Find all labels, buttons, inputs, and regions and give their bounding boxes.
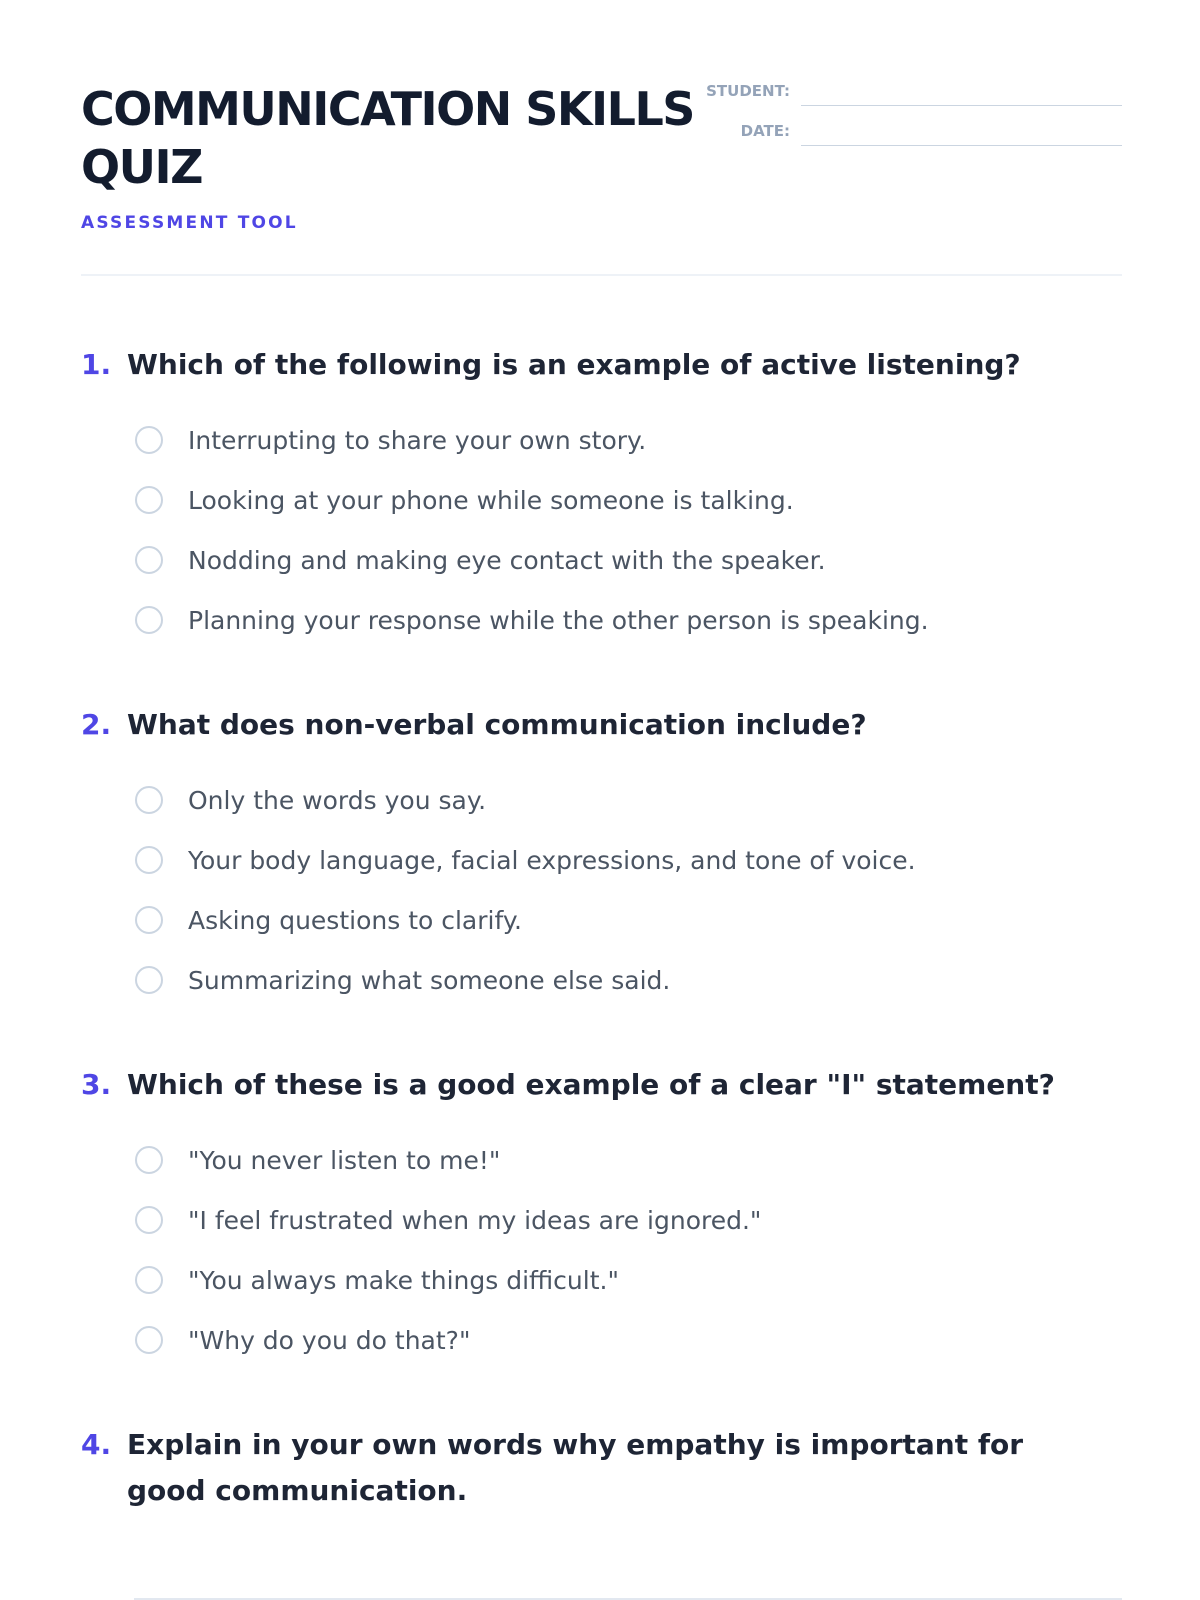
option-item[interactable] (135, 1130, 1141, 1190)
option-item[interactable] (135, 410, 1141, 470)
option-label: Your body language, facial expressions, and tone of voice. (188, 845, 916, 875)
option-label: "I feel frustrated when my ideas are ignored." (188, 1205, 762, 1235)
option-item[interactable] (135, 1190, 1141, 1250)
option-list (81, 410, 1141, 650)
student-field[interactable] (701, 80, 1122, 120)
student-label: STUDENT: (706, 82, 790, 100)
radio-button[interactable] (135, 906, 163, 934)
option-label: Looking at your phone while someone is talking. (188, 485, 794, 515)
radio-button[interactable] (135, 846, 163, 874)
page-subtitle: ASSESSMENT TOOL (81, 213, 298, 233)
radio-button[interactable] (135, 1206, 163, 1234)
radio-button[interactable] (135, 486, 163, 514)
question-number: 3. (81, 1068, 112, 1101)
question-number: 2. (81, 708, 112, 741)
radio-button[interactable] (135, 546, 163, 574)
quiz-header (81, 80, 1122, 233)
option-item[interactable] (135, 1250, 1141, 1310)
question-3 (81, 1068, 1141, 1370)
question-text: Which of these is a good example of a clear "I" statement? (127, 1068, 1055, 1101)
radio-button[interactable] (135, 966, 163, 994)
option-label: Interrupting to share your own story. (188, 425, 647, 455)
radio-button[interactable] (135, 606, 163, 634)
question-number: 1. (81, 348, 112, 381)
option-label: Asking questions to clarify. (188, 905, 523, 935)
date-input-line[interactable] (801, 145, 1122, 146)
question-text: Which of the following is an example of active listening? (127, 348, 1021, 381)
option-list (81, 1130, 1141, 1370)
question-number: 4. (81, 1428, 112, 1461)
radio-button[interactable] (135, 1326, 163, 1354)
radio-button[interactable] (135, 1266, 163, 1294)
student-info (701, 80, 1122, 160)
date-field[interactable] (701, 120, 1122, 160)
question-4 (81, 1428, 1141, 1514)
question-text: What does non-verbal communication include? (127, 708, 867, 741)
page-title: COMMUNICATION SKILLS QUIZ (81, 82, 694, 194)
option-item[interactable] (135, 590, 1141, 650)
option-item[interactable] (135, 770, 1141, 830)
option-label: "You always make things difficult." (188, 1265, 619, 1295)
question-text: Explain in your own words why empathy is important for good communication. (127, 1428, 1024, 1507)
student-input-line[interactable] (801, 105, 1122, 106)
option-label: "Why do you do that?" (188, 1325, 471, 1355)
radio-button[interactable] (135, 786, 163, 814)
option-item[interactable] (135, 950, 1141, 1010)
date-label: DATE: (740, 122, 790, 140)
option-label: Summarizing what someone else said. (188, 965, 671, 995)
question-1 (81, 348, 1141, 650)
option-item[interactable] (135, 530, 1141, 590)
option-label: Only the words you say. (188, 785, 487, 815)
header-divider (81, 274, 1122, 276)
option-item[interactable] (135, 470, 1141, 530)
question-2 (81, 708, 1141, 1010)
option-item[interactable] (135, 1310, 1141, 1370)
option-item[interactable] (135, 890, 1141, 950)
radio-button[interactable] (135, 1146, 163, 1174)
option-label: Planning your response while the other person is speaking. (188, 605, 929, 635)
option-label: "You never listen to me!" (188, 1145, 501, 1175)
option-item[interactable] (135, 830, 1141, 890)
option-list (81, 770, 1141, 1010)
radio-button[interactable] (135, 426, 163, 454)
option-label: Nodding and making eye contact with the speaker. (188, 545, 826, 575)
